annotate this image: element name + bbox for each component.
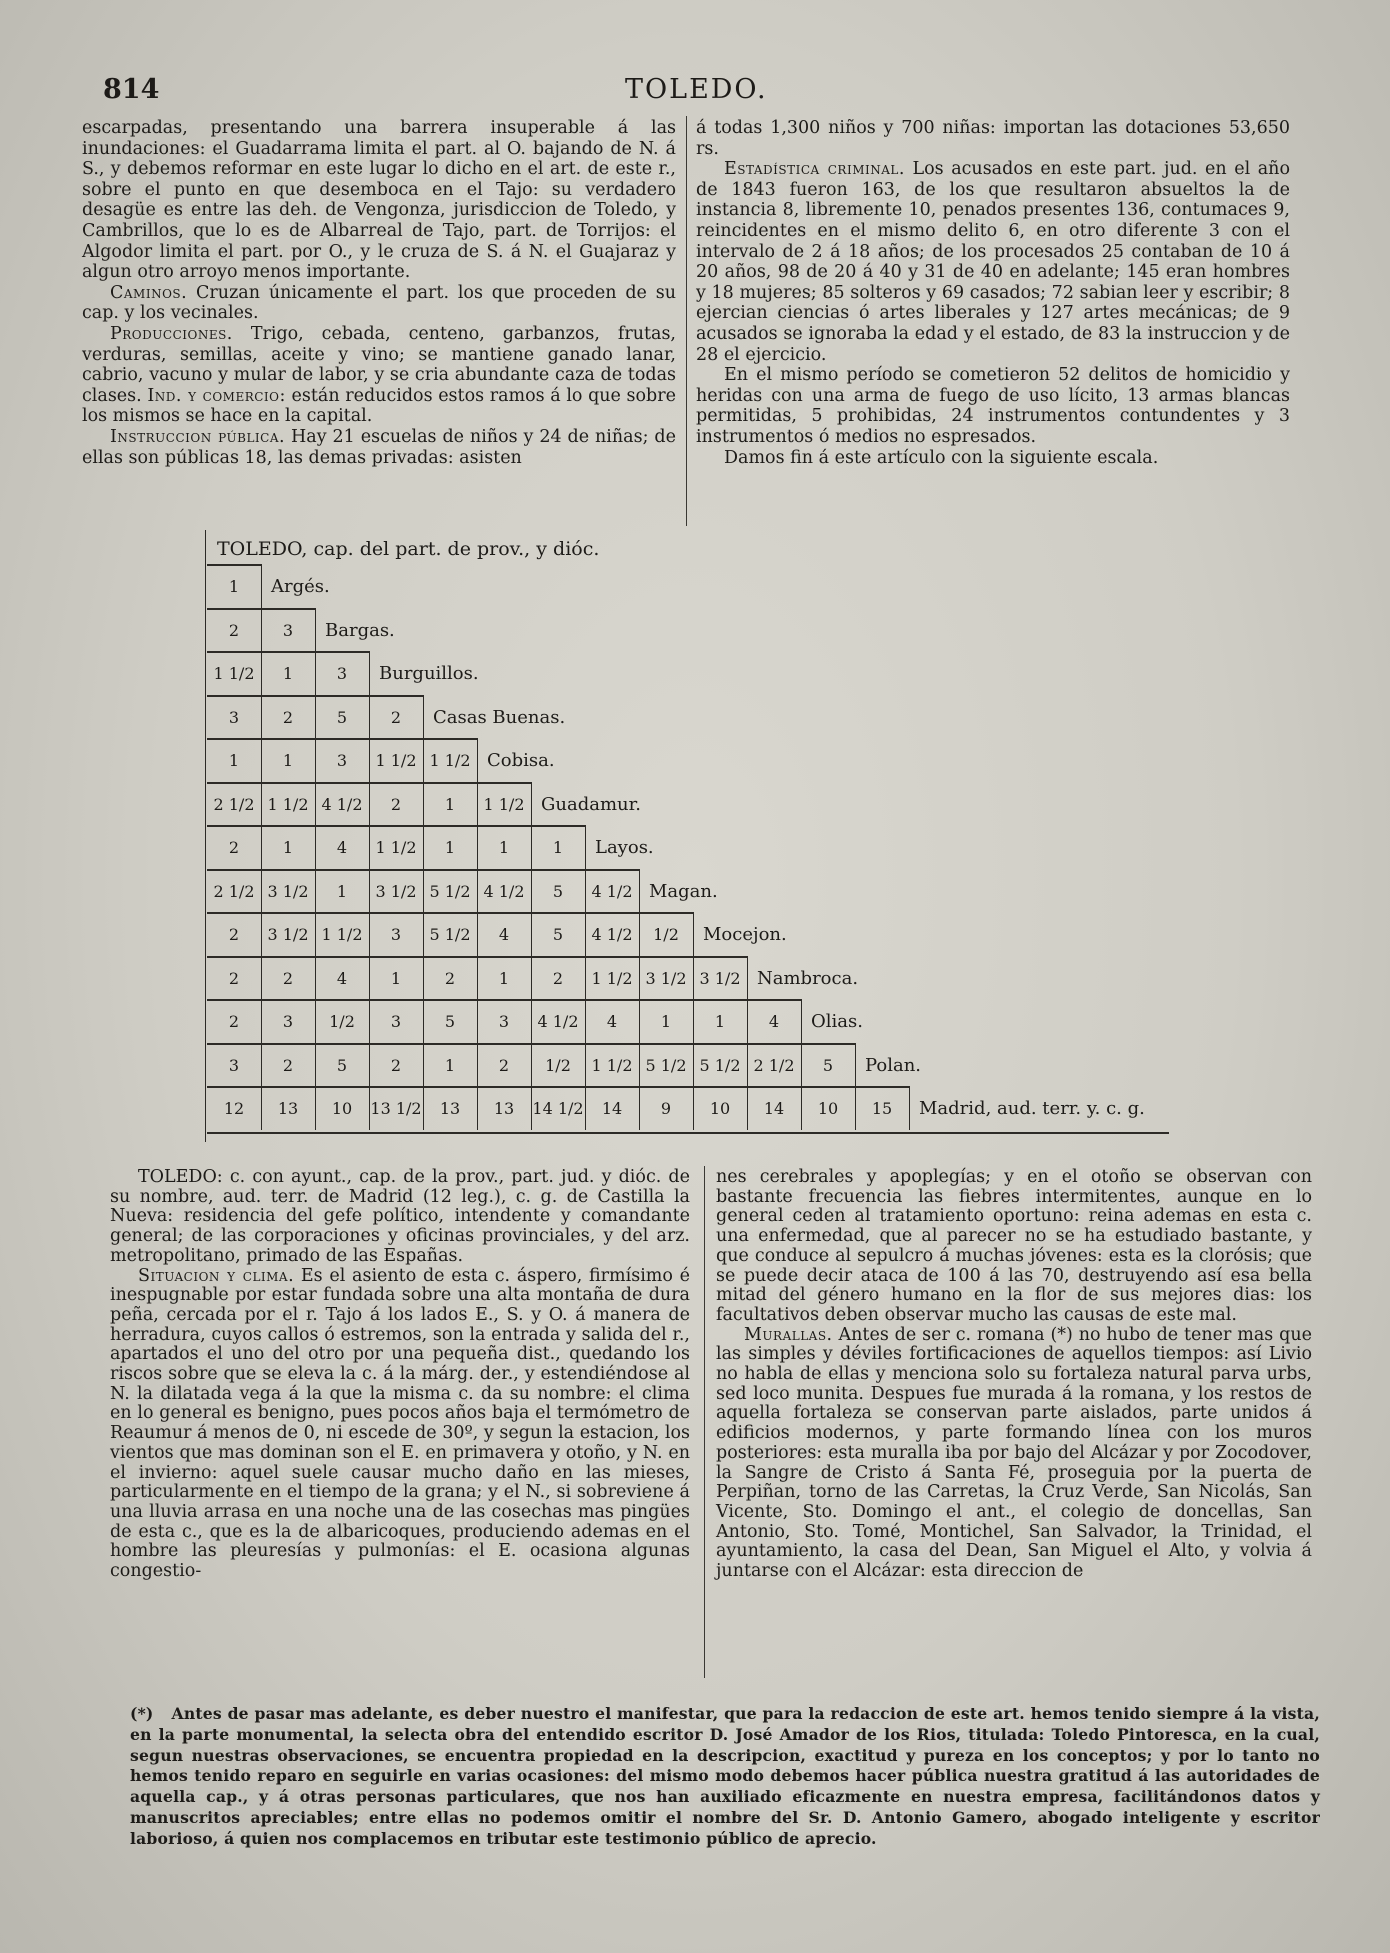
distance-cell: 10	[817, 1099, 839, 1118]
distance-cell: 1	[498, 968, 510, 988]
distance-cell: 1	[714, 1012, 726, 1031]
town-label: Guadamur.	[541, 793, 641, 815]
paragraph-situacion	[110, 1267, 690, 1582]
town-label: Olias.	[811, 1011, 863, 1032]
estadistica-text: Los acusados en este part. jud. en el año de 1843 fueron 163, de los que resultaron absueltos la de instancia 8, libremente 10, penados presentes 136, contumaces 9, reincidentes en el mismo delito 6, en otro diferente 3 con el intervalo de 2 á 18 años; de los procesados 25 contaban de 10 á 20 años, 98 de 20 á 40 y 31 de 40 en adelante; 145 eran hombres y 18 mujeres; 85 solteros y 69 casados; 72 sabian leer y escribir; 8 ejercian ciencias ó artes liberales y 127 artes mecánicas; de 9 acusados se ignoraba la edad y el estado, de 83 la instruccion y de 28 el ejercicio.	[696, 159, 1290, 365]
entry-head-toledo: TOLEDO:	[138, 1167, 223, 1187]
distance-cell: 1 1/2	[591, 1055, 633, 1075]
footnote-mark: (*)	[130, 1704, 154, 1723]
town-label: Cobisa.	[487, 750, 555, 771]
paragraph-escuelas: á todas 1,300 niños y 700 niñas: importan las dotaciones 53,650 rs.	[696, 118, 1290, 159]
section-head-industria: Ind. y comercio:	[147, 385, 286, 406]
distance-cell: 4	[498, 925, 510, 944]
distance-cell: 3	[336, 751, 348, 770]
cell-rule	[423, 695, 424, 739]
distance-cell: 1 1/2	[591, 968, 633, 988]
cell-rule	[261, 564, 262, 608]
distance-cell: 1/2	[329, 1012, 355, 1031]
paragraph-producciones	[82, 324, 676, 427]
distance-cell: 2	[228, 1012, 240, 1031]
distance-cell: 15	[871, 1099, 893, 1118]
distance-cell: 1	[228, 751, 240, 770]
cell-rule	[801, 999, 802, 1043]
distance-cell: 4	[336, 968, 348, 988]
distance-cell: 5 1/2	[699, 1055, 741, 1075]
distance-cell: 14	[601, 1099, 623, 1118]
column-top-right	[696, 118, 1290, 468]
distance-table	[195, 530, 1255, 1150]
situacion-text: Es el asiento de esta c. áspero, firmísimo é inespugnable por estar fundada sobre una alta montaña de dura peña, cercada por el r. Tajo á los lados E., S. y O. á manera de herradura, cuyos callos ó estremos, son la entrada y salida del r., apartados el uno del otro por una pequeña dist., quedando los riscos sobre que se eleva la c. á la márg. der., y estendiéndose al N. la dilatada vega á la que la misma c. da su nombre: el clima en lo general es benigno, pues pocos años baja el termómetro de Reaumur á menos de 0, ni escede de 30º, y segun la estacion, los vientos que mas dominan son el E. en primavera y otoño, y N. en el invierno: aquel suele causar mucho daño en las mieses, particularmente en el tiempo de la grana; y el N., si sobreviene á una lluvia arrasa en una noche una de las cosechas mas pingües de esta c., que es la de albaricoques, produciendo ademas en el hombre las pleuresías y pulmonías: el E. ocasiona algunas congestio-	[110, 1265, 690, 1582]
distance-cell: 2	[390, 1055, 402, 1075]
cell-rule	[531, 782, 532, 826]
distance-cell: 2	[282, 1055, 294, 1075]
distance-cell: 1	[282, 751, 294, 770]
distance-cell: 1	[552, 838, 564, 857]
distance-cell: 12	[223, 1099, 245, 1118]
producciones-text: Trigo, cebada, centeno, garbanzos, frutas, verduras, semillas, aceite y vino; se mantiene ganado lanar, cabrio, vacuno y mular de labor, y se cria abundante caza de todas clases.	[82, 323, 676, 406]
distance-cell: 1	[498, 838, 510, 857]
distance-cell: 2	[444, 968, 456, 988]
cell-rule	[747, 956, 748, 1000]
distance-cell: 2	[390, 707, 402, 727]
distance-cell: 2	[228, 968, 240, 988]
cell-rule	[315, 608, 316, 652]
distance-cell: 1	[444, 838, 456, 857]
distance-cell: 3	[282, 1012, 294, 1031]
section-head-situacion: Situacion y clima.	[138, 1265, 295, 1286]
distance-cell: 9	[660, 1099, 672, 1118]
distance-cell: 2	[552, 968, 564, 988]
row-rule	[207, 738, 477, 740]
distance-cell: 4	[336, 838, 348, 857]
town-label: Burguillos.	[379, 663, 479, 684]
column-divider-top	[686, 116, 687, 526]
section-head-murallas: Murallas.	[744, 1324, 833, 1345]
distance-cell: 2	[228, 620, 240, 640]
distance-cell: 2	[282, 968, 294, 988]
town-label: Nambroca.	[757, 967, 859, 989]
distance-cell: 2	[228, 925, 240, 944]
distance-cell: 13 1/2	[370, 1099, 422, 1118]
row-rule	[207, 999, 801, 1001]
paragraph-estadistica	[696, 159, 1290, 365]
column-divider-bottom	[704, 1166, 705, 1678]
paragraph-toledo	[110, 1168, 690, 1267]
cell-rule	[477, 738, 478, 782]
distance-cell: 13	[493, 1099, 515, 1118]
section-head-instruccion: Instruccion pública.	[110, 426, 286, 447]
murallas-text: Antes de ser c. romana (*) no hubo de tener mas que las simples y déviles fortificaciones de aquellos tiempos: así Livio no habla de ellas y menciona solo su fortaleza natural parva urbs, sed loco munita. Despues fue murada á la romana, y los restos de aquella fortaleza se conservan parte aislados, parte unidos á edificios modernos, y parte formando línea con los muros posteriores: esta muralla iba por bajo del Alcázar y por Zocodover, la Sangre de Cristo á Santa Fé, proseguia por la puerta de Perpiñan, torno de las Carretas, la Cruz Verde, San Nicolás, San Vicente, Sto. Domingo el ant., el colegio de doncellas, San Antonio, Sto. Tomé, Montichel, San Salvador, la Trinidad, el ayuntamiento, la casa del Dean, San Miguel el Alto, y volvia á juntarse con el Alcázar: esta direccion de	[716, 1324, 1312, 1582]
paragraph-rivers: escarpadas, presentando una barrera insuperable á las inundaciones: el Guadarrama limita el part. al O. bajando de N. á S., y debemos reformar en este lugar lo dicho en el art. de este r., sobre el punto en que desemboca en el Tajo: su verdadero desagüe es entre las deh. de Vengonza, jurisdiccion de Toledo, y Cambrillos, que lo es de Albarreal de Tajo, part. de Torrijos: el Algodor limita el part. por O., y le cruza de S. á N. el Guajaraz y algun otro arroyo menos importante.	[82, 118, 676, 283]
distance-cell: 4 1/2	[591, 925, 633, 944]
instruccion-text: Hay 21 escuelas de niños y 24 de niñas; de ellas son públicas 18, las demas privadas: asisten	[82, 426, 676, 468]
distance-cell: 3	[498, 1012, 510, 1031]
cell-rule	[855, 1043, 856, 1087]
town-label: Polan.	[865, 1054, 922, 1076]
page-title: TOLEDO.	[625, 74, 768, 105]
paragraph-caminos	[82, 283, 676, 324]
column-bottom-left	[110, 1168, 690, 1582]
distance-cell: 5	[336, 1055, 348, 1075]
distance-cell: 2	[228, 838, 240, 857]
distance-cell: 3 1/2	[699, 968, 741, 988]
distance-cell: 2	[390, 794, 402, 814]
distance-cell: 3	[390, 1012, 402, 1031]
row-rule	[207, 1086, 909, 1088]
distance-cell: 3 1/2	[645, 968, 687, 988]
distance-cell: 2 1/2	[213, 794, 255, 814]
distance-table-title: TOLEDO, cap. del part. de prov., y dióc.	[217, 538, 600, 560]
distance-cell: 1 1/2	[213, 664, 255, 683]
town-label: Argés.	[271, 576, 330, 597]
distance-cell: 2	[498, 1055, 510, 1075]
industria-text: están reducidos estos ramos á lo que sobre los mismos se hace en la capital.	[82, 385, 676, 427]
distance-cell: 4 1/2	[591, 881, 633, 901]
town-label: Layos.	[595, 837, 654, 858]
distance-cell: 1 1/2	[429, 751, 471, 770]
distance-cell: 5	[822, 1055, 834, 1075]
distance-cell: 1	[228, 577, 240, 596]
town-label: Casas Buenas.	[433, 706, 566, 728]
table-bottom-rule	[207, 1132, 1169, 1134]
distance-cell: 3	[282, 620, 294, 640]
distance-cell: 1/2	[545, 1055, 571, 1075]
distance-cell: 4	[768, 1012, 780, 1031]
paragraph-escala-intro: Damos fin á este artículo con la siguiente escala.	[724, 447, 1159, 468]
distance-cell: 2	[282, 707, 294, 727]
column-bottom-right	[716, 1168, 1312, 1582]
distance-cell: 1 1/2	[483, 794, 525, 814]
distance-cell: 14 1/2	[532, 1099, 584, 1118]
distance-cell: 1	[282, 664, 294, 683]
distance-cell: 1	[390, 968, 402, 988]
distance-cell: 13	[277, 1099, 299, 1118]
page-number: 814	[103, 74, 160, 105]
distance-cell: 1 1/2	[375, 751, 417, 770]
section-head-caminos: Caminos.	[110, 282, 188, 303]
distance-cell: 3 1/2	[267, 925, 309, 944]
distance-cell: 5	[336, 707, 348, 727]
distance-cell: 5	[444, 1012, 456, 1031]
distance-cell: 3	[336, 664, 348, 683]
section-head-producciones: Producciones.	[110, 323, 233, 344]
distance-cell: 13	[439, 1099, 461, 1118]
column-top-left	[82, 118, 676, 468]
cell-rule	[909, 1086, 910, 1130]
distance-cell: 4 1/2	[483, 881, 525, 901]
town-label: Mocejon.	[703, 924, 787, 945]
distance-cell: 1 1/2	[375, 838, 417, 857]
row-rule	[207, 825, 585, 827]
row-rule	[207, 651, 369, 653]
section-head-estadistica: Estadística criminal.	[724, 159, 905, 180]
row-rule	[207, 564, 261, 566]
footnote	[130, 1704, 1320, 1850]
distance-cell: 4 1/2	[321, 794, 363, 814]
distance-cell: 10	[709, 1099, 731, 1118]
distance-cell: 1	[660, 1012, 672, 1031]
paragraph-murallas	[716, 1326, 1312, 1582]
distance-cell: 1	[444, 794, 456, 814]
cell-rule	[369, 651, 370, 695]
town-label: Magan.	[649, 880, 718, 902]
distance-cell: 3	[228, 1055, 240, 1075]
distance-cell: 1/2	[653, 925, 679, 944]
distance-cell: 14	[763, 1099, 785, 1118]
row-rule	[207, 912, 693, 914]
paragraph-instruccion	[82, 427, 676, 468]
distance-cell: 5	[552, 925, 564, 944]
page-header	[0, 74, 1390, 114]
distance-cell: 5 1/2	[429, 881, 471, 901]
distance-cell: 5	[552, 881, 564, 901]
distance-cell: 3	[390, 925, 402, 944]
distance-cell: 4 1/2	[537, 1012, 579, 1031]
distance-cell: 1	[282, 838, 294, 857]
town-label: Bargas.	[325, 619, 395, 641]
caminos-text: Cruzan únicamente el part. los que proceden de su cap. y los vecinales.	[82, 282, 676, 324]
paragraph-clima-cont: nes cerebrales y apoplegías; y en el otoño se observan con bastante frecuencia las fiebres intermitentes, aunque en lo general ceden al tratamiento oportuno: reina ademas en esta c. una enfermedad, que al parecer no se ha estudiado bastante, y que conduce al sepulcro á muchas jóvenes: esta es la clorósis; que se puede decir ataca de 100 á las 70, destruyendo así esa bella mitad del género humano en la flor de sus mejores dias: los facultativos deben observar mucho las causas de este mal.	[716, 1167, 1312, 1325]
table-left-rule	[205, 530, 206, 1142]
distance-cell: 3	[228, 707, 240, 727]
distance-cell: 2 1/2	[753, 1055, 795, 1075]
paragraph-delitos: En el mismo período se cometieron 52 delitos de homicidio y heridas con una arma de fuego de uso lícito, 13 armas blancas permitidas, 5 prohibidas, 24 instrumentos contundentes y 3 instrumentos ó medios no espresados.	[696, 365, 1290, 447]
distance-cell: 1 1/2	[267, 794, 309, 814]
distance-cell: 5 1/2	[645, 1055, 687, 1075]
distance-cell: 1	[336, 881, 348, 901]
toledo-text: c. con ayunt., cap. de la prov., part. jud. y dióc. de su nombre, aud. terr. de Madrid (12 leg.), c. g. de Castilla la Nueva: residencia del gefe político, intendente y comandante general; de las corporaciones y oficinas provinciales, y del arz. metropolitano, primado de las Españas.	[110, 1167, 690, 1266]
distance-cell: 3 1/2	[267, 881, 309, 901]
footnote-text: Antes de pasar mas adelante, es deber nuestro el manifestar, que para la redaccion de este art. hemos tenido siempre á la vista, en la parte monumental, la selecta obra del entendido escritor D. José Amador de los Rios, titulada: Toledo Pintoresca, en la cual, segun nuestras observaciones, se encuentra propiedad en la descripcion, exactitud y pureza en los conceptos; y por lo tanto no hemos tenido reparo en seguirle en varias ocasiones: del mismo modo debemos hacer pública nuestra gratitud á las autoridades de aquella cap., y á otras personas particulares, que nos han auxiliado eficazmente en nuestra empresa, facilitándonos datos y manuscritos apreciables; entre ellas no podemos omitir el nombre del Sr. D. Antonio Gamero, abogado inteligente y escritor laborioso, á quien nos complacemos en tributar este testimonio público de aprecio.	[130, 1704, 1320, 1848]
cell-rule	[639, 869, 640, 913]
cell-rule	[693, 912, 694, 956]
distance-cell: 3 1/2	[375, 881, 417, 901]
distance-cell: 5 1/2	[429, 925, 471, 944]
distance-cell: 4	[606, 1012, 618, 1031]
town-label: Madrid, aud. terr. y. c. g.	[919, 1098, 1145, 1119]
distance-cell: 2 1/2	[213, 881, 255, 901]
distance-cell: 1	[444, 1055, 456, 1075]
distance-cell: 1 1/2	[321, 925, 363, 944]
cell-rule	[585, 825, 586, 869]
distance-cell: 10	[331, 1099, 353, 1118]
